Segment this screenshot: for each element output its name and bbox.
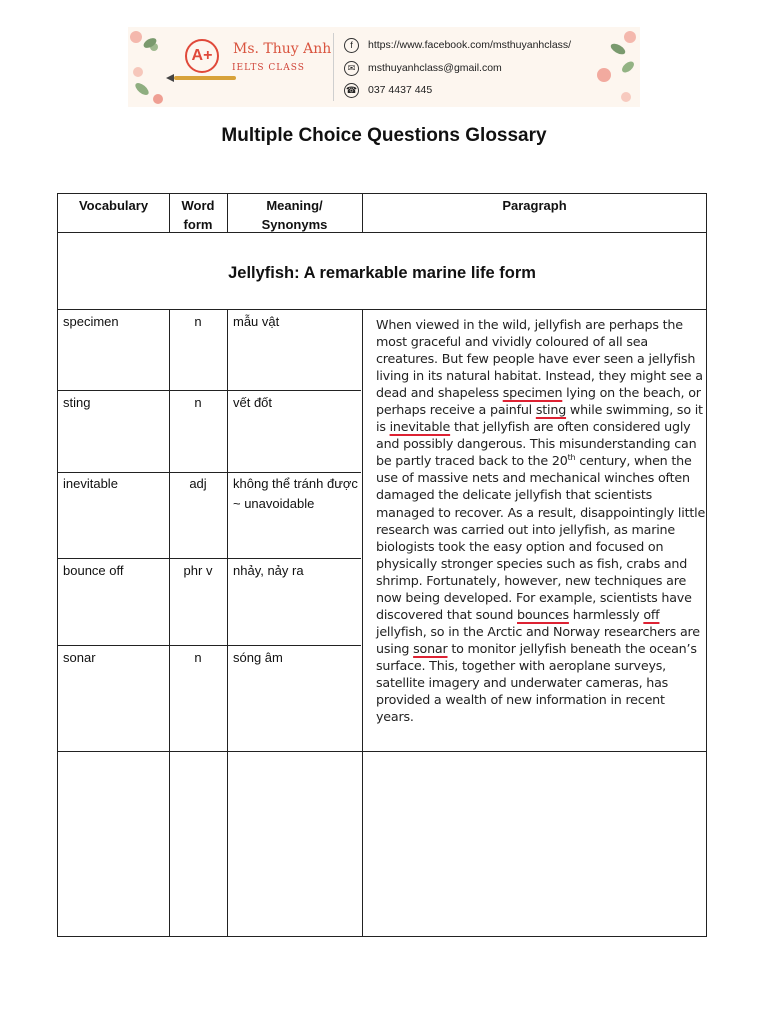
highlight-bounces: bounces [517,606,569,622]
highlight-off: off [643,606,660,622]
phone-icon: ☎ [344,83,359,98]
email-link[interactable]: msthuyanhclass@gmail.com [368,62,502,74]
row-divider [58,309,706,310]
facebook-contact[interactable] [344,35,571,55]
form-cell: phr v [183,563,213,578]
header-banner [128,27,640,107]
section-title: Jellyfish: A remarkable marine life form [228,264,536,282]
highlight-specimen: specimen [502,385,563,401]
vocab-cell: inevitable [63,476,118,491]
paragraph-text: that jellyfish are often considered ugly and possibly dangerous. This misunderstanding can be partly traced back to the 20 [376,419,697,469]
highlight-inevitable: inevitable [389,419,451,435]
row-divider [58,390,361,391]
floral-decoration-left [128,27,168,107]
vocab-cell: sonar [63,650,96,665]
email-contact[interactable] [344,58,502,78]
facebook-icon: f [344,38,359,53]
meaning-cell: nhảy, nảy ra [233,563,304,578]
facebook-link[interactable]: https://www.facebook.com/msthuyanhclass/ [368,39,572,51]
meaning-cell: mẫu vật [233,314,280,329]
header-word-form: Word form [181,198,215,232]
form-cell: adj [189,476,207,491]
brand-subtitle: IELTS CLASS [232,63,305,73]
header-vocabulary: Vocabulary [78,198,149,213]
highlight-sting: sting [535,402,567,418]
meaning-cell: vết đốt [233,395,273,410]
header-meaning: Meaning/ Synonyms [261,198,328,232]
paragraph-text: harmlessly [568,606,644,622]
logo-mark: A+ [185,39,219,73]
row-divider [58,472,361,473]
row-divider [58,751,706,752]
form-cell: n [194,314,202,329]
row-divider [58,558,361,559]
meaning-cell: sóng âm [233,650,283,665]
paragraph-text: century, when the use of massive nets and mechanical winches often damaged the delicate jellyfish that scientists managed to recover. As a result, disappointingly little research was carried out into jellyfish, as marine biologists took the easy option and focused on physically stronger species such as fish, crabs and shrimp. Fortunately, however, new techniques are now being developed. For example, scientists have discovered that sound [376,453,706,622]
col-divider [362,309,363,936]
mail-icon: ✉ [344,61,359,76]
header-paragraph: Paragraph [502,198,567,213]
paragraph-text: to monitor jellyfish beneath the ocean’s surface. This, together with aeroplane surveys, satellite imagery and underwater cameras, has provided a wealth of new information in recent years. [376,640,697,725]
pencil-icon [174,76,236,80]
phone-number[interactable]: 037 4437 445 [368,84,433,96]
superscript: th [567,453,576,463]
phone-contact[interactable] [344,80,432,100]
highlight-sonar: sonar [413,640,448,656]
row-divider [58,232,706,233]
vocab-cell: bounce off [63,563,124,578]
paragraph-text: while swimming, so it is [376,402,703,435]
paragraph-text: When viewed in the wild, jellyfish are perhaps the most graceful and vividly coloured of all sea creatures. But few people have ever seen a jellyfish living in its natural habitat. Instead, they might see a dead and shapeless [376,317,703,401]
glossary-table [57,193,707,937]
reading-paragraph [376,316,706,725]
vocab-cell: specimen [63,314,119,329]
page-title: Multiple Choice Questions Glossary [221,125,547,146]
paragraph-text: jellyfish, so in the Arctic and Norway researchers are using [376,623,700,656]
form-cell: n [194,650,202,665]
meaning-cell: không thể tránh được ~ unavoidable [233,476,358,511]
paragraph-text: lying on the beach, or perhaps receive a painful [376,385,701,418]
col-divider [227,309,228,936]
banner-divider [333,33,334,101]
form-cell: n [194,395,202,410]
brand-name: Ms. Thuy Anh [233,41,332,57]
row-divider [58,645,361,646]
vocab-cell: sting [63,395,91,410]
floral-decoration-right [590,27,640,107]
